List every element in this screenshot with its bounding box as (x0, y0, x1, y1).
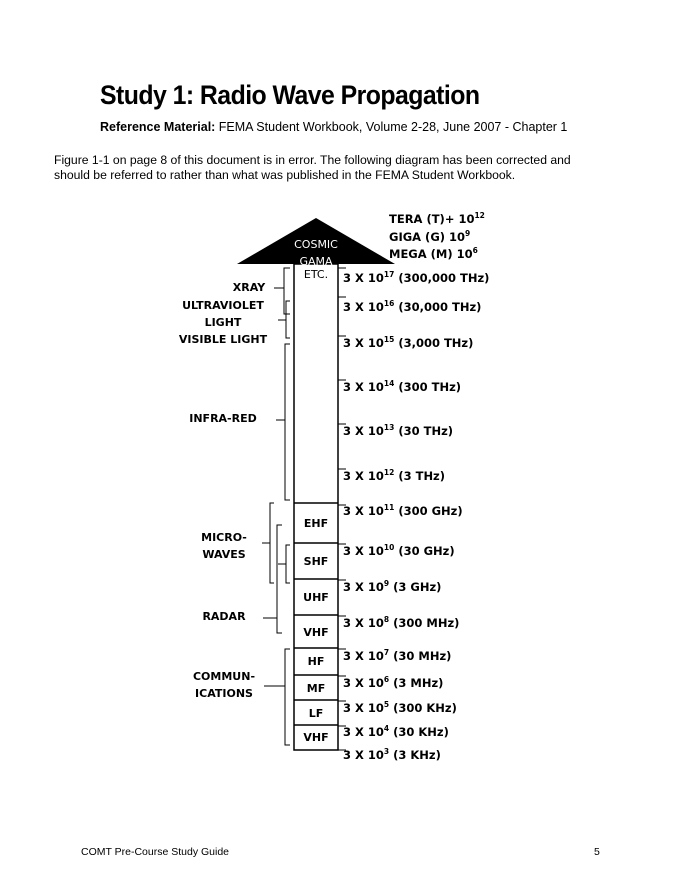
band-vhf-low: VHF (303, 731, 329, 744)
label-infrared: INFRA-RED (189, 412, 257, 425)
page-number: 5 (594, 846, 600, 858)
gama-label: GAMA (299, 255, 333, 268)
freq-label: 3 X $10^{12}$ (3 THz) (343, 468, 446, 483)
page-title: Study 1: Radio Wave Propagation (100, 80, 480, 110)
band-lf: LF (308, 707, 324, 720)
freq-label: 3 X $10^{17}$ (300,000 THz) (343, 270, 490, 285)
band-shf: SHF (303, 555, 329, 568)
frequency-labels (343, 270, 489, 762)
freq-label: 3 X $10^7$ (30 MHz) (343, 648, 452, 663)
label-commun: COMMUN- (192, 670, 256, 683)
freq-label: 3 X $10^{10}$ (30 GHz) (343, 543, 455, 558)
band-mf: MF (306, 682, 326, 695)
reference-text: FEMA Student Workbook, Volume 2-28, June 2007 - Chapter 1 (215, 120, 568, 134)
intro-line: Figure 1-1 on page 8 of this document is in error. The following diagram has been corrected and (54, 153, 571, 167)
label-micro: MICRO- (201, 531, 247, 544)
freq-label: 3 X $10^8$ (300 MHz) (343, 615, 460, 630)
band-ehf: EHF (303, 517, 329, 530)
freq-label: 3 X $10^5$ (300 KHz) (343, 700, 457, 715)
label-ultraviolet: ULTRAVIOLET (182, 299, 264, 312)
label-light: LIGHT (204, 316, 242, 329)
freq-label: 3 X $10^3$ (3 KHz) (343, 747, 441, 762)
band-uhf: UHF (303, 591, 329, 604)
freq-label: 3 X $10^{15}$ (3,000 THz) (343, 335, 474, 350)
band-labels (303, 517, 329, 744)
label-ications: ICATIONS (195, 687, 253, 700)
freq-label: 3 X $10^{14}$ (300 THz) (343, 379, 462, 394)
freq-label: 3 X $10^4$ (30 KHz) (343, 724, 449, 739)
freq-label: 3 X $10^9$ (3 GHz) (343, 579, 442, 594)
band-hf: HF (307, 655, 325, 668)
intro-line: should be referred to rather than what was published in the FEMA Student Workbook. (54, 168, 516, 182)
legend-giga: GIGA (G) $10^9$ (389, 229, 471, 244)
band-vhf: VHF (303, 626, 329, 639)
legend-mega: MEGA (M) $10^6$ (389, 246, 478, 261)
label-visible: VISIBLE LIGHT (178, 333, 268, 346)
freq-label: 3 X $10^{11}$ (300 GHz) (343, 503, 463, 518)
region-labels (179, 281, 268, 700)
label-xray: XRAY (232, 281, 266, 294)
label-radar: RADAR (202, 610, 246, 623)
prefix-legend (389, 211, 485, 261)
cosmic-label: COSMIC (294, 238, 338, 251)
spectrum-column (294, 264, 338, 750)
label-waves: WAVES (202, 548, 246, 561)
legend-tera: TERA $(T)+ 10^{12}$ (389, 211, 485, 226)
reference-label: Reference Material: (100, 120, 216, 134)
freq-label: 3 X $10^{13}$ (30 THz) (343, 423, 454, 438)
freq-label: 3 X $10^{16}$ (30,000 THz) (343, 299, 482, 314)
freq-label: 3 X $10^6$ (3 MHz) (343, 675, 444, 690)
footer-title: COMT Pre-Course Study Guide (81, 846, 230, 858)
etc-label: ETC. (303, 268, 329, 281)
